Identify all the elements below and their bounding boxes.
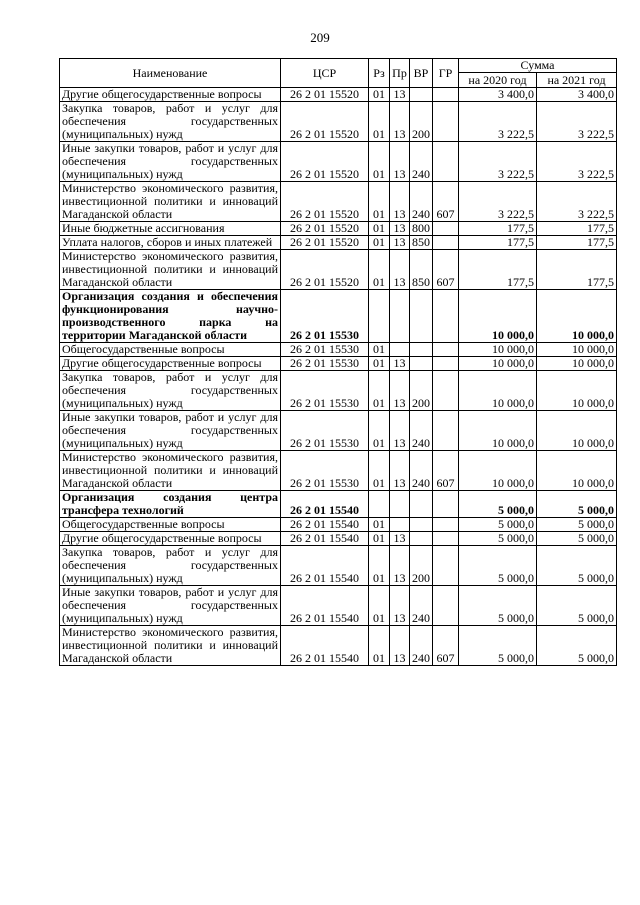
cell-gr: [433, 518, 459, 532]
cell-pr: 13: [390, 102, 410, 142]
table-row: [60, 626, 617, 666]
cell-name: Другие общегосударственные вопросы: [60, 532, 281, 546]
cell-name: Иные закупки товаров, работ и услуг для обеспечения государственных (муниципальных) нужд: [60, 142, 281, 182]
cell-pr: 13: [390, 411, 410, 451]
cell-sum-2021: 3 222,5: [537, 102, 617, 142]
cell-rz: 01: [369, 546, 390, 586]
cell-sum-2021: 5 000,0: [537, 546, 617, 586]
cell-sum-2020: 3 400,0: [459, 88, 537, 102]
table-row: [60, 142, 617, 182]
cell-csr: 26 2 01 15540: [281, 546, 369, 586]
cell-name: Общегосударственные вопросы: [60, 518, 281, 532]
cell-sum-2020: 3 222,5: [459, 142, 537, 182]
header-pr: Пр: [390, 59, 410, 88]
cell-gr: [433, 491, 459, 518]
cell-sum-2021: 3 222,5: [537, 182, 617, 222]
cell-rz: 01: [369, 411, 390, 451]
cell-sum-2020: 10 000,0: [459, 343, 537, 357]
cell-pr: 13: [390, 250, 410, 290]
cell-name: Иные бюджетные ассигнования: [60, 222, 281, 236]
cell-csr: 26 2 01 15540: [281, 532, 369, 546]
cell-vr: 240: [410, 182, 433, 222]
cell-csr: 26 2 01 15540: [281, 586, 369, 626]
cell-pr: 13: [390, 182, 410, 222]
cell-rz: 01: [369, 142, 390, 182]
cell-sum-2021: 10 000,0: [537, 343, 617, 357]
cell-name: Организация создания центра трансфера технологий: [60, 491, 281, 518]
cell-gr: [433, 102, 459, 142]
cell-pr: 13: [390, 222, 410, 236]
cell-rz: 01: [369, 250, 390, 290]
cell-gr: [433, 290, 459, 343]
cell-pr: 13: [390, 88, 410, 102]
cell-name: Организация создания и обеспечения функционирования научно-производственного парка на территории Магаданской области: [60, 290, 281, 343]
cell-sum-2021: 10 000,0: [537, 451, 617, 491]
cell-gr: [433, 88, 459, 102]
budget-table: [59, 58, 617, 666]
cell-rz: 01: [369, 88, 390, 102]
cell-csr: 26 2 01 15520: [281, 142, 369, 182]
cell-rz: 01: [369, 236, 390, 250]
header-year-2020: на 2020 год: [459, 73, 537, 88]
table-row: [60, 182, 617, 222]
cell-sum-2020: 3 222,5: [459, 102, 537, 142]
cell-sum-2021: 10 000,0: [537, 357, 617, 371]
cell-vr: [410, 518, 433, 532]
table-body: [60, 88, 617, 666]
cell-vr: 200: [410, 546, 433, 586]
cell-gr: [433, 586, 459, 626]
cell-sum-2021: 177,5: [537, 236, 617, 250]
table-row: [60, 371, 617, 411]
cell-gr: [433, 142, 459, 182]
header-rz: Рз: [369, 59, 390, 88]
cell-rz: [369, 491, 390, 518]
cell-vr: 240: [410, 586, 433, 626]
cell-pr: 13: [390, 532, 410, 546]
cell-gr: [433, 222, 459, 236]
cell-vr: [410, 343, 433, 357]
table-row: [60, 88, 617, 102]
table-row: [60, 451, 617, 491]
cell-sum-2021: 5 000,0: [537, 626, 617, 666]
cell-sum-2021: 5 000,0: [537, 518, 617, 532]
cell-sum-2020: 177,5: [459, 222, 537, 236]
cell-gr: [433, 357, 459, 371]
cell-pr: [390, 518, 410, 532]
cell-rz: 01: [369, 626, 390, 666]
cell-csr: 26 2 01 15530: [281, 451, 369, 491]
cell-vr: 850: [410, 236, 433, 250]
cell-sum-2021: 5 000,0: [537, 532, 617, 546]
table-row: [60, 411, 617, 451]
cell-csr: 26 2 01 15520: [281, 102, 369, 142]
cell-rz: 01: [369, 357, 390, 371]
cell-pr: 13: [390, 546, 410, 586]
cell-csr: 26 2 01 15530: [281, 290, 369, 343]
table-row: [60, 102, 617, 142]
cell-vr: 240: [410, 411, 433, 451]
cell-vr: 240: [410, 451, 433, 491]
cell-name: Закупка товаров, работ и услуг для обеспечения государственных (муниципальных) нужд: [60, 546, 281, 586]
cell-rz: 01: [369, 102, 390, 142]
cell-sum-2021: 10 000,0: [537, 290, 617, 343]
cell-name: Министерство экономического развития, инвестиционной политики и инноваций Магаданской области: [60, 182, 281, 222]
cell-sum-2020: 177,5: [459, 250, 537, 290]
table-row: [60, 546, 617, 586]
cell-csr: 26 2 01 15520: [281, 222, 369, 236]
cell-csr: 26 2 01 15520: [281, 182, 369, 222]
cell-vr: 200: [410, 371, 433, 411]
cell-name: Иные закупки товаров, работ и услуг для обеспечения государственных (муниципальных) нужд: [60, 411, 281, 451]
cell-rz: 01: [369, 182, 390, 222]
cell-sum-2020: 10 000,0: [459, 357, 537, 371]
cell-pr: [390, 491, 410, 518]
header-csr: ЦСР: [281, 59, 369, 88]
cell-csr: 26 2 01 15540: [281, 491, 369, 518]
cell-name: Иные закупки товаров, работ и услуг для обеспечения государственных (муниципальных) нужд: [60, 586, 281, 626]
cell-gr: [433, 411, 459, 451]
cell-gr: [433, 546, 459, 586]
cell-csr: 26 2 01 15520: [281, 250, 369, 290]
cell-rz: 01: [369, 222, 390, 236]
cell-name: Другие общегосударственные вопросы: [60, 88, 281, 102]
cell-name: Министерство экономического развития, инвестиционной политики и инноваций Магаданской области: [60, 626, 281, 666]
cell-pr: 13: [390, 451, 410, 491]
cell-sum-2020: 5 000,0: [459, 626, 537, 666]
cell-vr: [410, 357, 433, 371]
cell-sum-2021: 5 000,0: [537, 586, 617, 626]
cell-vr: 240: [410, 626, 433, 666]
cell-sum-2020: 5 000,0: [459, 532, 537, 546]
cell-sum-2021: 177,5: [537, 222, 617, 236]
cell-rz: 01: [369, 451, 390, 491]
table-row: [60, 222, 617, 236]
cell-vr: [410, 88, 433, 102]
cell-vr: 850: [410, 250, 433, 290]
cell-name: Закупка товаров, работ и услуг для обеспечения государственных (муниципальных) нужд: [60, 102, 281, 142]
cell-sum-2021: 3 222,5: [537, 142, 617, 182]
cell-csr: 26 2 01 15520: [281, 236, 369, 250]
cell-rz: 01: [369, 532, 390, 546]
cell-sum-2020: 10 000,0: [459, 290, 537, 343]
cell-vr: [410, 532, 433, 546]
cell-pr: [390, 290, 410, 343]
table-row: [60, 290, 617, 343]
table-header: [60, 59, 617, 88]
cell-pr: 13: [390, 586, 410, 626]
cell-pr: [390, 343, 410, 357]
table-row: [60, 491, 617, 518]
cell-vr: [410, 290, 433, 343]
table-row: [60, 518, 617, 532]
cell-rz: 01: [369, 371, 390, 411]
header-vr: ВР: [410, 59, 433, 88]
table-row: [60, 357, 617, 371]
cell-rz: 01: [369, 343, 390, 357]
cell-sum-2020: 10 000,0: [459, 371, 537, 411]
cell-gr: [433, 236, 459, 250]
cell-gr: 607: [433, 182, 459, 222]
cell-sum-2020: 5 000,0: [459, 518, 537, 532]
cell-sum-2020: 10 000,0: [459, 451, 537, 491]
cell-sum-2021: 10 000,0: [537, 411, 617, 451]
header-sum: Сумма: [459, 59, 617, 73]
cell-csr: 26 2 01 15530: [281, 371, 369, 411]
cell-vr: 800: [410, 222, 433, 236]
cell-rz: 01: [369, 586, 390, 626]
table-row: [60, 586, 617, 626]
cell-csr: 26 2 01 15520: [281, 88, 369, 102]
cell-pr: 13: [390, 236, 410, 250]
cell-csr: 26 2 01 15530: [281, 357, 369, 371]
cell-rz: [369, 290, 390, 343]
cell-name: Другие общегосударственные вопросы: [60, 357, 281, 371]
cell-name: Министерство экономического развития, инвестиционной политики и инноваций Магаданской области: [60, 250, 281, 290]
cell-csr: 26 2 01 15540: [281, 626, 369, 666]
cell-sum-2020: 5 000,0: [459, 491, 537, 518]
cell-gr: [433, 343, 459, 357]
cell-gr: [433, 371, 459, 411]
cell-sum-2020: 177,5: [459, 236, 537, 250]
table-row: [60, 532, 617, 546]
table-row: [60, 236, 617, 250]
cell-sum-2020: 3 222,5: [459, 182, 537, 222]
header-year-2021: на 2021 год: [537, 73, 617, 88]
cell-vr: 240: [410, 142, 433, 182]
cell-gr: 607: [433, 626, 459, 666]
cell-gr: 607: [433, 250, 459, 290]
cell-pr: 13: [390, 626, 410, 666]
cell-vr: [410, 491, 433, 518]
cell-csr: 26 2 01 15530: [281, 411, 369, 451]
cell-name: Уплата налогов, сборов и иных платежей: [60, 236, 281, 250]
header-gr: ГР: [433, 59, 459, 88]
cell-pr: 13: [390, 371, 410, 411]
cell-sum-2020: 10 000,0: [459, 411, 537, 451]
cell-csr: 26 2 01 15530: [281, 343, 369, 357]
cell-rz: 01: [369, 518, 390, 532]
cell-name: Министерство экономического развития, инвестиционной политики и инноваций Магаданской области: [60, 451, 281, 491]
cell-vr: 200: [410, 102, 433, 142]
cell-gr: 607: [433, 451, 459, 491]
cell-sum-2021: 177,5: [537, 250, 617, 290]
table-row: [60, 250, 617, 290]
header-name: Наименование: [60, 59, 281, 88]
page-number: 209: [310, 30, 330, 45]
cell-name: Закупка товаров, работ и услуг для обеспечения государственных (муниципальных) нужд: [60, 371, 281, 411]
cell-name: Общегосударственные вопросы: [60, 343, 281, 357]
cell-sum-2020: 5 000,0: [459, 546, 537, 586]
cell-sum-2020: 5 000,0: [459, 586, 537, 626]
table-row: [60, 343, 617, 357]
cell-sum-2021: 5 000,0: [537, 491, 617, 518]
cell-pr: 13: [390, 357, 410, 371]
cell-sum-2021: 3 400,0: [537, 88, 617, 102]
cell-csr: 26 2 01 15540: [281, 518, 369, 532]
cell-gr: [433, 532, 459, 546]
cell-pr: 13: [390, 142, 410, 182]
cell-sum-2021: 10 000,0: [537, 371, 617, 411]
